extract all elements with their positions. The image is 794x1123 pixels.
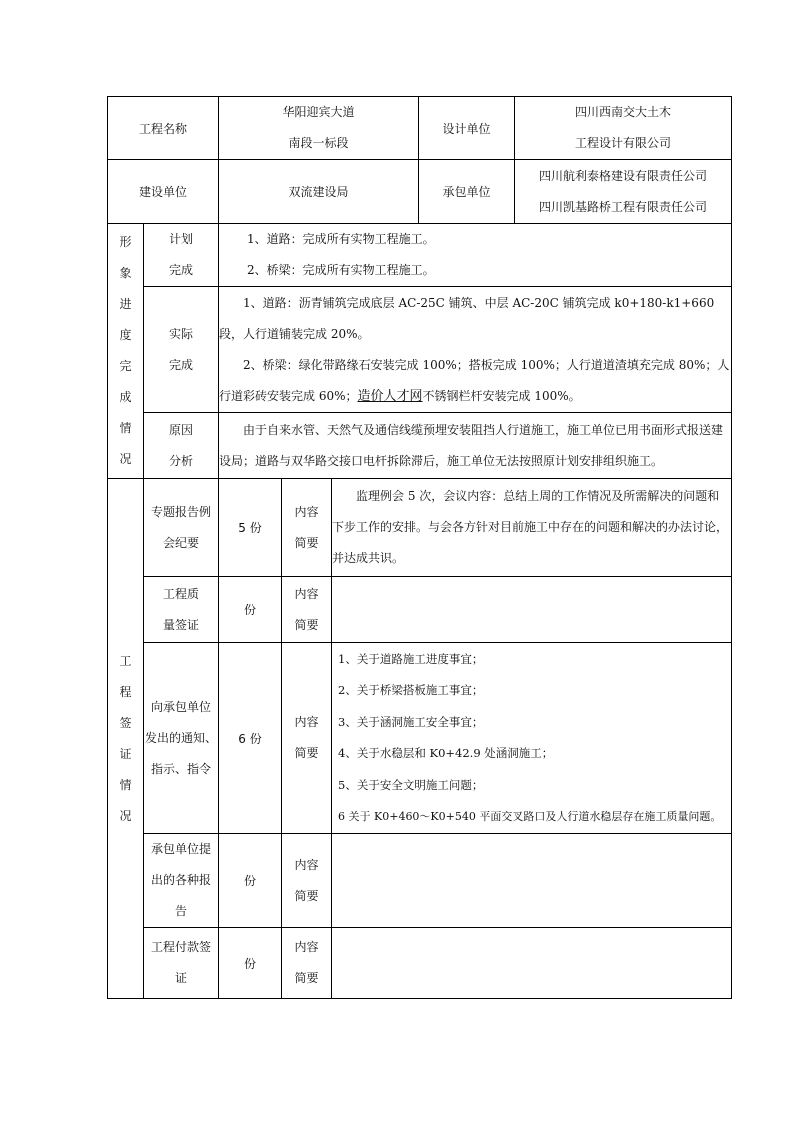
meeting-minutes-count: 5 份 [219,479,282,577]
project-name-value: 华阳迎宾大道 南段一标段 [219,97,419,160]
list-item: 4、关于水稳层和 K0+42.9 处涵洞施工； [338,746,554,760]
contractor-reports-label: 承包单位提 出的各种报 告 [144,834,219,928]
meeting-minutes-summary-label: 内容 简要 [282,479,332,577]
progress-report-table [107,96,732,999]
owner-value: 双流建设局 [219,160,419,224]
meeting-minutes-content: 监理例会 5 次，会议内容：总结上周的工作情况及所需解决的问题和下步工作的安排。与会各方针对目前施工中存在的问题和解决的办法讨论，并达成共识。 [332,479,732,577]
signoff-section-title: 工 程 签 证 情 况 [108,479,144,999]
contractor-reports-count: 份 [219,834,282,928]
payment-signoff-content [332,928,732,999]
quality-signoff-summary-label: 内容 简要 [282,577,332,643]
payment-signoff-count: 份 [219,928,282,999]
actual-label: 实际 完成 [144,287,219,413]
plan-label: 计划 完成 [144,224,219,287]
actual-road-paragraph: 1、道路：沥青铺筑完成底层 AC-25C 铺筑、中层 AC-20C 铺筑完成 k0+180-k1+660 段，人行道铺装完成 20%。 [219,295,715,341]
contractor-reports-summary-label: 内容 简要 [282,834,332,928]
contractor-value: 四川航利泰格建设有限责任公司 四川凯基路桥工程有限责任公司 [515,160,732,224]
design-unit-value: 四川西南交大土木 工程设计有限公司 [515,97,732,160]
meeting-minutes-label: 专题报告例 会纪要 [144,479,219,577]
quality-signoff-content [332,577,732,643]
project-name-label: 工程名称 [108,97,219,160]
payment-signoff-summary-label: 内容 简要 [282,928,332,999]
quality-signoff-label: 工程质 量签证 [144,577,219,643]
reason-content: 由于自来水管、天然气及通信线缆预埋安装阻挡人行道施工，施工单位已用书面形式报送建设局；道路与双华路交接口电杆拆除滞后，施工单位无法按照原计划安排组织施工。 [219,413,732,479]
contractor-reports-content [332,834,732,928]
notices-summary-label: 内容 简要 [282,643,332,834]
reason-label: 原因 分析 [144,413,219,479]
design-unit-label: 设计单位 [419,97,515,160]
actual-bridge-paragraph: 2、桥梁：绿化带路缘石安装完成 100%；搭板完成 100%；人行道道渣填充完成 80%；人行道彩砖安装完成 60%；造价人才网不锈钢栏杆安装完成 100%。 [219,357,730,404]
notices-label: 向承包单位 发出的通知、 指示、指令 [144,643,219,834]
actual-content [219,287,732,413]
owner-label: 建设单位 [108,160,219,224]
contractor-label: 承包单位 [419,160,515,224]
progress-section-title: 形 象 进 度 完 成 情 况 [108,224,144,479]
quality-signoff-count: 份 [219,577,282,643]
list-item: 6 关于 K0+460～K0+540 平面交叉路口及人行道水稳层存在施工质量问题。 [338,810,722,823]
plan-content: 1、道路：完成所有实物工程施工。 2、桥梁：完成所有实物工程施工。 [219,224,732,287]
notices-count: 6 份 [219,643,282,834]
list-item: 5、关于安全文明施工问题； [338,777,484,792]
payment-signoff-label: 工程付款签 证 [144,928,219,999]
list-item: 1、关于道路施工进度事宜； [338,651,484,666]
watermark-text: 造价人才网 [357,388,423,404]
list-item: 3、关于涵洞施工安全事宜； [338,714,484,729]
notices-list [332,643,732,834]
list-item: 2、关于桥梁搭板施工事宜； [338,683,484,697]
